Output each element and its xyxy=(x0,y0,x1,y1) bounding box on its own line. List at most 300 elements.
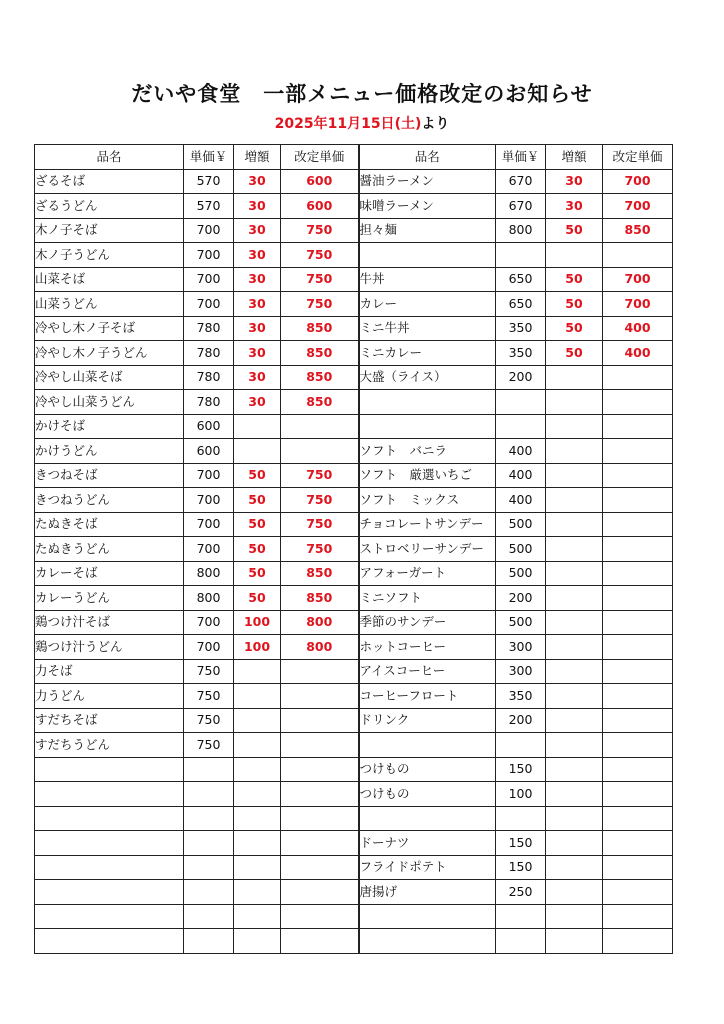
item-name-left xyxy=(35,880,184,905)
header-item-name-right: 品名 xyxy=(359,145,496,170)
increase-left xyxy=(234,659,281,684)
table-row xyxy=(35,855,673,880)
item-name-left: ざるそば xyxy=(35,169,184,194)
item-name-right: ミニソフト xyxy=(359,586,496,611)
new-price-right: 850 xyxy=(603,218,673,243)
table-row xyxy=(35,635,673,660)
new-price-right xyxy=(603,806,673,831)
table-row xyxy=(35,169,673,194)
unit-price-left xyxy=(184,929,234,954)
increase-right xyxy=(546,561,603,586)
increase-right xyxy=(546,733,603,758)
new-price-right xyxy=(603,586,673,611)
item-name-left xyxy=(35,929,184,954)
new-price-right xyxy=(603,561,673,586)
new-price-left: 750 xyxy=(281,218,359,243)
unit-price-right: 200 xyxy=(496,586,546,611)
new-price-left: 750 xyxy=(281,292,359,317)
item-name-right: つけもの xyxy=(359,782,496,807)
unit-price-left: 700 xyxy=(184,635,234,660)
table-row xyxy=(35,390,673,415)
table-row xyxy=(35,316,673,341)
increase-left: 50 xyxy=(234,537,281,562)
header-unit-price: 単価￥ xyxy=(184,145,234,170)
new-price-right xyxy=(603,929,673,954)
table-row xyxy=(35,463,673,488)
item-name-right: 醤油ラーメン xyxy=(359,169,496,194)
item-name-left: すだちそば xyxy=(35,708,184,733)
item-name-left: 冷やし山菜そば xyxy=(35,365,184,390)
increase-left: 30 xyxy=(234,267,281,292)
unit-price-right: 500 xyxy=(496,610,546,635)
new-price-left xyxy=(281,733,359,758)
table-row xyxy=(35,292,673,317)
item-name-left: たぬきうどん xyxy=(35,537,184,562)
increase-right: 30 xyxy=(546,169,603,194)
unit-price-left: 780 xyxy=(184,390,234,415)
unit-price-right: 500 xyxy=(496,561,546,586)
increase-left: 30 xyxy=(234,218,281,243)
header-new-price: 改定単価 xyxy=(281,145,359,170)
new-price-left xyxy=(281,757,359,782)
new-price-right: 700 xyxy=(603,292,673,317)
new-price-right: 400 xyxy=(603,316,673,341)
increase-right xyxy=(546,904,603,929)
increase-right: 30 xyxy=(546,194,603,219)
item-name-right: ストロベリーサンデー xyxy=(359,537,496,562)
increase-right xyxy=(546,365,603,390)
increase-right xyxy=(546,586,603,611)
unit-price-left xyxy=(184,757,234,782)
table-row xyxy=(35,512,673,537)
new-price-right xyxy=(603,831,673,856)
increase-right xyxy=(546,537,603,562)
increase-left xyxy=(234,929,281,954)
item-name-right: フライドポテト xyxy=(359,855,496,880)
item-name-right: コーヒーフロート xyxy=(359,684,496,709)
new-price-right xyxy=(603,463,673,488)
increase-right xyxy=(546,855,603,880)
item-name-right: つけもの xyxy=(359,757,496,782)
table-row xyxy=(35,561,673,586)
new-price-left: 850 xyxy=(281,341,359,366)
item-name-left: 山菜うどん xyxy=(35,292,184,317)
unit-price-left: 570 xyxy=(184,169,234,194)
increase-left xyxy=(234,831,281,856)
increase-left xyxy=(234,880,281,905)
new-price-left: 600 xyxy=(281,194,359,219)
increase-left: 50 xyxy=(234,586,281,611)
increase-right xyxy=(546,488,603,513)
new-price-right xyxy=(603,782,673,807)
item-name-left: 山菜そば xyxy=(35,267,184,292)
header-increase-right: 増額 xyxy=(546,145,603,170)
unit-price-left: 700 xyxy=(184,488,234,513)
item-name-right: ミニカレー xyxy=(359,341,496,366)
new-price-left: 750 xyxy=(281,537,359,562)
new-price-right xyxy=(603,904,673,929)
table-row xyxy=(35,806,673,831)
increase-left xyxy=(234,782,281,807)
increase-right xyxy=(546,708,603,733)
increase-left xyxy=(234,708,281,733)
increase-left xyxy=(234,439,281,464)
item-name-left: 鶏つけ汁そば xyxy=(35,610,184,635)
increase-left: 100 xyxy=(234,635,281,660)
unit-price-left: 700 xyxy=(184,463,234,488)
item-name-left: きつねそば xyxy=(35,463,184,488)
new-price-right xyxy=(603,635,673,660)
item-name-left: ざるうどん xyxy=(35,194,184,219)
unit-price-left: 750 xyxy=(184,708,234,733)
item-name-right xyxy=(359,243,496,268)
increase-right: 50 xyxy=(546,267,603,292)
unit-price-left: 700 xyxy=(184,218,234,243)
item-name-right: チョコレートサンデー xyxy=(359,512,496,537)
item-name-left xyxy=(35,782,184,807)
increase-left xyxy=(234,684,281,709)
table-row xyxy=(35,831,673,856)
increase-right xyxy=(546,929,603,954)
table-row xyxy=(35,586,673,611)
unit-price-right: 150 xyxy=(496,855,546,880)
item-name-right: 担々麺 xyxy=(359,218,496,243)
unit-price-left: 750 xyxy=(184,659,234,684)
unit-price-right: 350 xyxy=(496,341,546,366)
new-price-right xyxy=(603,488,673,513)
header-item-name: 品名 xyxy=(35,145,184,170)
increase-right xyxy=(546,684,603,709)
unit-price-right: 500 xyxy=(496,512,546,537)
table-row xyxy=(35,194,673,219)
table-row xyxy=(35,659,673,684)
increase-left xyxy=(234,904,281,929)
unit-price-right: 300 xyxy=(496,659,546,684)
unit-price-right: 350 xyxy=(496,684,546,709)
new-price-right xyxy=(603,855,673,880)
unit-price-left: 700 xyxy=(184,292,234,317)
new-price-left: 600 xyxy=(281,169,359,194)
unit-price-left: 750 xyxy=(184,684,234,709)
new-price-left xyxy=(281,929,359,954)
unit-price-left: 700 xyxy=(184,243,234,268)
unit-price-right xyxy=(496,243,546,268)
increase-left: 30 xyxy=(234,341,281,366)
increase-left xyxy=(234,733,281,758)
table-row xyxy=(35,439,673,464)
unit-price-left: 800 xyxy=(184,586,234,611)
increase-left: 30 xyxy=(234,194,281,219)
unit-price-left: 700 xyxy=(184,267,234,292)
effective-date xyxy=(0,113,724,133)
unit-price-left xyxy=(184,880,234,905)
increase-left: 100 xyxy=(234,610,281,635)
table-row xyxy=(35,243,673,268)
item-name-left: 木ノ子そば xyxy=(35,218,184,243)
increase-right xyxy=(546,463,603,488)
unit-price-right xyxy=(496,414,546,439)
new-price-left: 750 xyxy=(281,512,359,537)
item-name-left: かけうどん xyxy=(35,439,184,464)
item-name-right: アイスコーヒー xyxy=(359,659,496,684)
item-name-left: きつねうどん xyxy=(35,488,184,513)
new-price-left: 850 xyxy=(281,390,359,415)
increase-right xyxy=(546,610,603,635)
unit-price-left xyxy=(184,855,234,880)
new-price-right xyxy=(603,708,673,733)
increase-right xyxy=(546,659,603,684)
unit-price-right: 300 xyxy=(496,635,546,660)
table-row xyxy=(35,610,673,635)
increase-left: 30 xyxy=(234,365,281,390)
unit-price-right: 400 xyxy=(496,463,546,488)
new-price-left xyxy=(281,439,359,464)
increase-right xyxy=(546,512,603,537)
table-row xyxy=(35,537,673,562)
unit-price-right: 670 xyxy=(496,169,546,194)
increase-left: 30 xyxy=(234,243,281,268)
item-name-left: 冷やし木ノ子そば xyxy=(35,316,184,341)
unit-price-left: 570 xyxy=(184,194,234,219)
new-price-right: 400 xyxy=(603,341,673,366)
header-unit-price-right: 単価￥ xyxy=(496,145,546,170)
new-price-left: 850 xyxy=(281,316,359,341)
unit-price-right: 400 xyxy=(496,439,546,464)
new-price-left xyxy=(281,414,359,439)
increase-left xyxy=(234,806,281,831)
new-price-left: 850 xyxy=(281,561,359,586)
item-name-left: 力そば xyxy=(35,659,184,684)
unit-price-left: 780 xyxy=(184,316,234,341)
new-price-left: 750 xyxy=(281,463,359,488)
new-price-left xyxy=(281,684,359,709)
new-price-left: 850 xyxy=(281,586,359,611)
table-row xyxy=(35,414,673,439)
item-name-right xyxy=(359,904,496,929)
item-name-left xyxy=(35,831,184,856)
new-price-right: 700 xyxy=(603,194,673,219)
increase-right: 50 xyxy=(546,341,603,366)
item-name-left: カレーそば xyxy=(35,561,184,586)
unit-price-right: 650 xyxy=(496,267,546,292)
new-price-left xyxy=(281,806,359,831)
unit-price-left: 780 xyxy=(184,365,234,390)
table-row xyxy=(35,782,673,807)
increase-left: 30 xyxy=(234,390,281,415)
unit-price-left: 600 xyxy=(184,414,234,439)
unit-price-right: 350 xyxy=(496,316,546,341)
unit-price-left: 700 xyxy=(184,610,234,635)
increase-right: 50 xyxy=(546,292,603,317)
unit-price-right: 150 xyxy=(496,757,546,782)
new-price-left: 800 xyxy=(281,610,359,635)
unit-price-right: 200 xyxy=(496,365,546,390)
new-price-right: 700 xyxy=(603,267,673,292)
unit-price-right: 800 xyxy=(496,218,546,243)
new-price-left: 750 xyxy=(281,243,359,268)
unit-price-right: 250 xyxy=(496,880,546,905)
item-name-right: 唐揚げ xyxy=(359,880,496,905)
table-row xyxy=(35,880,673,905)
item-name-right xyxy=(359,929,496,954)
item-name-right: アフォーガート xyxy=(359,561,496,586)
item-name-right: ミニ牛丼 xyxy=(359,316,496,341)
table-header-row xyxy=(35,145,673,170)
new-price-left xyxy=(281,708,359,733)
item-name-right xyxy=(359,390,496,415)
header-new-price-right: 改定単価 xyxy=(603,145,673,170)
item-name-right: ソフト ミックス xyxy=(359,488,496,513)
item-name-left: カレーうどん xyxy=(35,586,184,611)
table-row xyxy=(35,341,673,366)
item-name-left xyxy=(35,806,184,831)
unit-price-left xyxy=(184,782,234,807)
unit-price-right: 200 xyxy=(496,708,546,733)
item-name-left: 冷やし木ノ子うどん xyxy=(35,341,184,366)
unit-price-left: 750 xyxy=(184,733,234,758)
item-name-right: ホットコーヒー xyxy=(359,635,496,660)
new-price-right: 700 xyxy=(603,169,673,194)
header-increase: 増額 xyxy=(234,145,281,170)
item-name-right: ソフト 厳選いちご xyxy=(359,463,496,488)
new-price-left xyxy=(281,855,359,880)
date-suffix: より xyxy=(421,116,450,132)
unit-price-right: 100 xyxy=(496,782,546,807)
item-name-right: カレー xyxy=(359,292,496,317)
table-row xyxy=(35,218,673,243)
new-price-right xyxy=(603,390,673,415)
unit-price-right xyxy=(496,904,546,929)
increase-left: 50 xyxy=(234,463,281,488)
increase-left: 50 xyxy=(234,488,281,513)
new-price-right xyxy=(603,684,673,709)
increase-left: 30 xyxy=(234,316,281,341)
item-name-right xyxy=(359,806,496,831)
new-price-left: 800 xyxy=(281,635,359,660)
item-name-right: ソフト バニラ xyxy=(359,439,496,464)
item-name-right: 大盛（ライス） xyxy=(359,365,496,390)
new-price-right xyxy=(603,610,673,635)
item-name-left xyxy=(35,855,184,880)
increase-left: 30 xyxy=(234,169,281,194)
new-price-right xyxy=(603,880,673,905)
item-name-right: 牛丼 xyxy=(359,267,496,292)
new-price-left xyxy=(281,880,359,905)
new-price-right xyxy=(603,414,673,439)
item-name-right: 味噌ラーメン xyxy=(359,194,496,219)
unit-price-left: 800 xyxy=(184,561,234,586)
table-row xyxy=(35,365,673,390)
unit-price-left: 780 xyxy=(184,341,234,366)
increase-right xyxy=(546,831,603,856)
date-text: 2025年11月15日 xyxy=(274,116,395,132)
unit-price-left xyxy=(184,904,234,929)
item-name-left: 力うどん xyxy=(35,684,184,709)
unit-price-right xyxy=(496,806,546,831)
unit-price-right: 670 xyxy=(496,194,546,219)
increase-left: 50 xyxy=(234,561,281,586)
item-name-right: 季節のサンデー xyxy=(359,610,496,635)
item-name-left: たぬきそば xyxy=(35,512,184,537)
increase-left: 50 xyxy=(234,512,281,537)
unit-price-right: 500 xyxy=(496,537,546,562)
increase-right xyxy=(546,243,603,268)
increase-left xyxy=(234,414,281,439)
increase-right xyxy=(546,439,603,464)
increase-right xyxy=(546,635,603,660)
new-price-left: 850 xyxy=(281,365,359,390)
table-row xyxy=(35,684,673,709)
table-row xyxy=(35,929,673,954)
item-name-left xyxy=(35,904,184,929)
new-price-left xyxy=(281,659,359,684)
unit-price-right xyxy=(496,929,546,954)
increase-right xyxy=(546,806,603,831)
unit-price-right: 400 xyxy=(496,488,546,513)
unit-price-left xyxy=(184,831,234,856)
item-name-left: すだちうどん xyxy=(35,733,184,758)
unit-price-left xyxy=(184,806,234,831)
price-table xyxy=(34,144,673,954)
new-price-right xyxy=(603,243,673,268)
new-price-left: 750 xyxy=(281,267,359,292)
unit-price-right: 150 xyxy=(496,831,546,856)
table-row xyxy=(35,488,673,513)
increase-left: 30 xyxy=(234,292,281,317)
new-price-right xyxy=(603,365,673,390)
new-price-right xyxy=(603,537,673,562)
item-name-right: ドリンク xyxy=(359,708,496,733)
new-price-right xyxy=(603,733,673,758)
unit-price-left: 600 xyxy=(184,439,234,464)
date-day: (土) xyxy=(394,116,422,132)
table-row xyxy=(35,757,673,782)
item-name-right xyxy=(359,733,496,758)
new-price-left xyxy=(281,904,359,929)
item-name-left: 木ノ子うどん xyxy=(35,243,184,268)
new-price-right xyxy=(603,512,673,537)
new-price-right xyxy=(603,757,673,782)
increase-right: 50 xyxy=(546,316,603,341)
new-price-right xyxy=(603,439,673,464)
item-name-right xyxy=(359,414,496,439)
unit-price-left: 700 xyxy=(184,537,234,562)
unit-price-right xyxy=(496,733,546,758)
item-name-left xyxy=(35,757,184,782)
table-row xyxy=(35,733,673,758)
table-row xyxy=(35,904,673,929)
unit-price-right xyxy=(496,390,546,415)
item-name-left: かけそば xyxy=(35,414,184,439)
new-price-left xyxy=(281,782,359,807)
new-price-left: 750 xyxy=(281,488,359,513)
table-row xyxy=(35,708,673,733)
item-name-right: ドーナツ xyxy=(359,831,496,856)
increase-right: 50 xyxy=(546,218,603,243)
page-title: だいや食堂 一部メニュー価格改定のお知らせ xyxy=(131,82,593,106)
increase-right xyxy=(546,414,603,439)
increase-left xyxy=(234,757,281,782)
unit-price-left: 700 xyxy=(184,512,234,537)
new-price-left xyxy=(281,831,359,856)
increase-left xyxy=(234,855,281,880)
unit-price-right: 650 xyxy=(496,292,546,317)
table-row xyxy=(35,267,673,292)
new-price-right xyxy=(603,659,673,684)
increase-right xyxy=(546,757,603,782)
increase-right xyxy=(546,782,603,807)
increase-right xyxy=(546,390,603,415)
